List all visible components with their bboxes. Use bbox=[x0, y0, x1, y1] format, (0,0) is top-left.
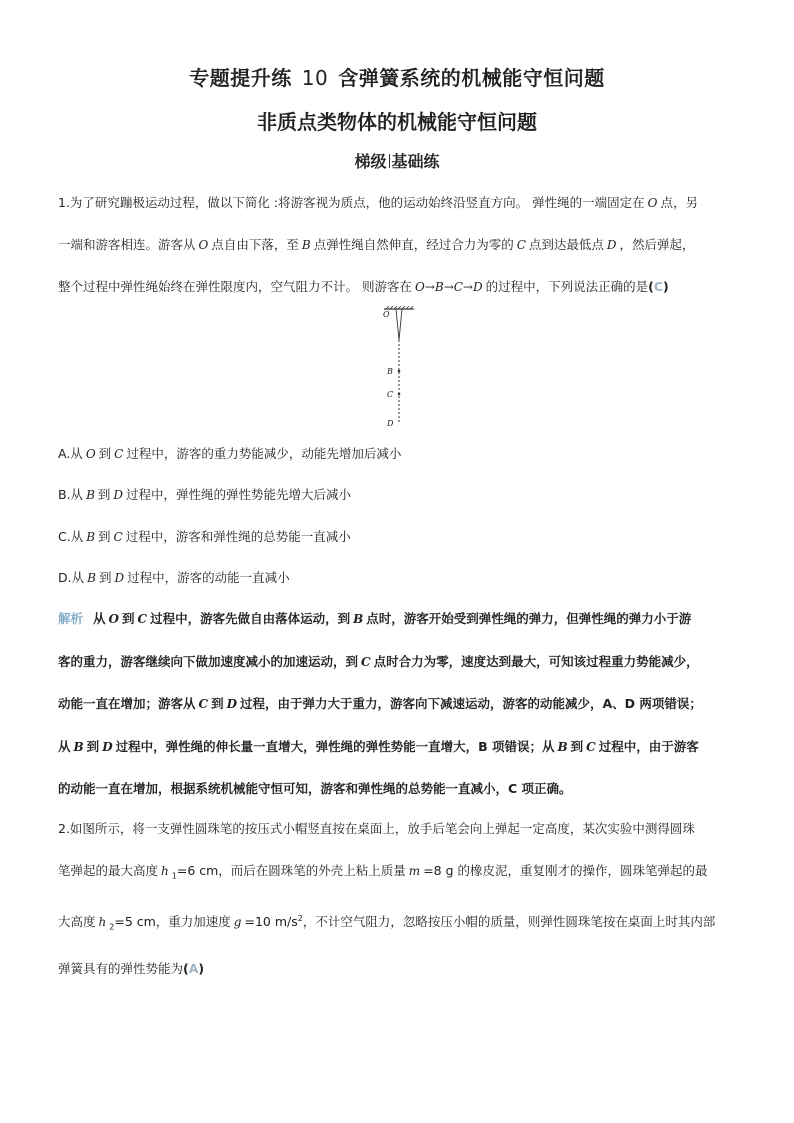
q1-line-3: 整个过程中弹性绳始终在弹性限度内，空气阻力不计。 则游客在 O→B→C→D 的过程中，下列说法正确的是(C) bbox=[58, 279, 669, 294]
q1-answer: C bbox=[653, 279, 664, 294]
page-title bbox=[0, 62, 794, 91]
q1-option-d[interactable]: D.从 B 到 D 过程中，游客的动能一直减小 bbox=[58, 570, 290, 585]
question-1-stem bbox=[58, 182, 738, 308]
analysis-line-2: 客的重力，游客继续向下做加速度减小的加速运动，到 C 点时合力为零，速度达到最大，可知该过程重力势能减少， bbox=[58, 653, 699, 669]
analysis-tag: 解析 bbox=[58, 611, 84, 626]
label-b: B bbox=[387, 367, 393, 376]
point-c bbox=[398, 393, 401, 396]
page-subtitle: 非质点类物体的机械能守恒问题 bbox=[257, 110, 537, 134]
analysis-line-4: 从 B 到 D 过程中，弹性绳的伸长量一直增大，弹性绳的弹性势能一直增大，B 项错误；从 B 到 C 过程中，由于游客 bbox=[58, 738, 699, 754]
rope-loop bbox=[396, 309, 402, 340]
level-right: 基础练 bbox=[391, 152, 440, 171]
q2-line-1: 2.如图所示，将一支弹性圆珠笔的按压式小帽竖直按在桌面上，放手后笔会向上弹起一定高度，某次实验中测得圆珠 bbox=[58, 821, 695, 836]
label-o: O bbox=[383, 310, 390, 319]
q1-analysis bbox=[58, 598, 748, 810]
q2-line-3: 大高度 h $_2$=5 cm，重力加速度 g =10 $m/s^2$，不计空气阻力，忽略按压小帽的质量，则弹性圆珠笔按在桌面上时其内部 bbox=[58, 913, 716, 932]
title-prefix: 专题提升练 bbox=[189, 66, 292, 90]
q2-line-4: 弹簧具有的弹性势能为(A) bbox=[58, 961, 205, 977]
bungee-diagram bbox=[370, 306, 420, 430]
q1-line-2: 一端和游客相连。游客从 O 点自由下落，至 B 点弹性绳自然伸直，经过合力为零的 C 点到达最低点 D ，然后弹起， bbox=[58, 237, 695, 252]
q1-option-c[interactable]: C.从 B 到 C 过程中，游客和弹性绳的总势能一直减小 bbox=[58, 529, 351, 544]
analysis-line-3: 动能一直在增加；游客从 C 到 D 过程，由于弹力大于重力，游客向下减速运动，游客的动能减少，A、D 两项错误； bbox=[58, 696, 702, 711]
level-heading bbox=[0, 149, 794, 172]
label-c: C bbox=[387, 390, 394, 399]
q2-line-2: 笔弹起的最大高度 h $_1$=6 cm，而后在圆珠笔的外壳上粘上质量 m =8 g 的橡皮泥，重复刚才的操作，圆珠笔弹起的最 bbox=[58, 863, 708, 881]
label-d: D bbox=[387, 419, 394, 428]
level-left: 梯级 bbox=[354, 152, 387, 171]
title-number: 10 bbox=[301, 66, 329, 90]
title-main: 含弹簧系统的机械能守恒问题 bbox=[338, 66, 605, 90]
q1-line-1: 1.为了研究蹦极运动过程，做以下简化 :将游客视为质点，他的运动始终沿竖直方向。 弹性绳的一端固定在 O 点，另 bbox=[58, 195, 698, 210]
level-divider bbox=[389, 154, 390, 168]
q1-option-b[interactable]: B.从 B 到 D 过程中，弹性绳的弹性势能先增大后减小 bbox=[58, 487, 352, 502]
point-b bbox=[398, 370, 401, 373]
q1-option-a[interactable]: A.从 O 到 C 过程中，游客的重力势能减少，动能先增加后减小 bbox=[58, 446, 402, 461]
q2-answer: A bbox=[188, 961, 199, 977]
question-2-stem bbox=[58, 808, 738, 990]
analysis-line-1: 解析 从 O 到 C 过程中，游客先做自由落体运动，到 B 点时，游客开始受到弹性绳的弹力，但弹性绳的弹力小于游 bbox=[58, 611, 692, 626]
analysis-line-5: 的动能一直在增加，根据系统机械能守恒可知，游客和弹性绳的总势能一直减小，C 项正确。 bbox=[58, 781, 572, 796]
